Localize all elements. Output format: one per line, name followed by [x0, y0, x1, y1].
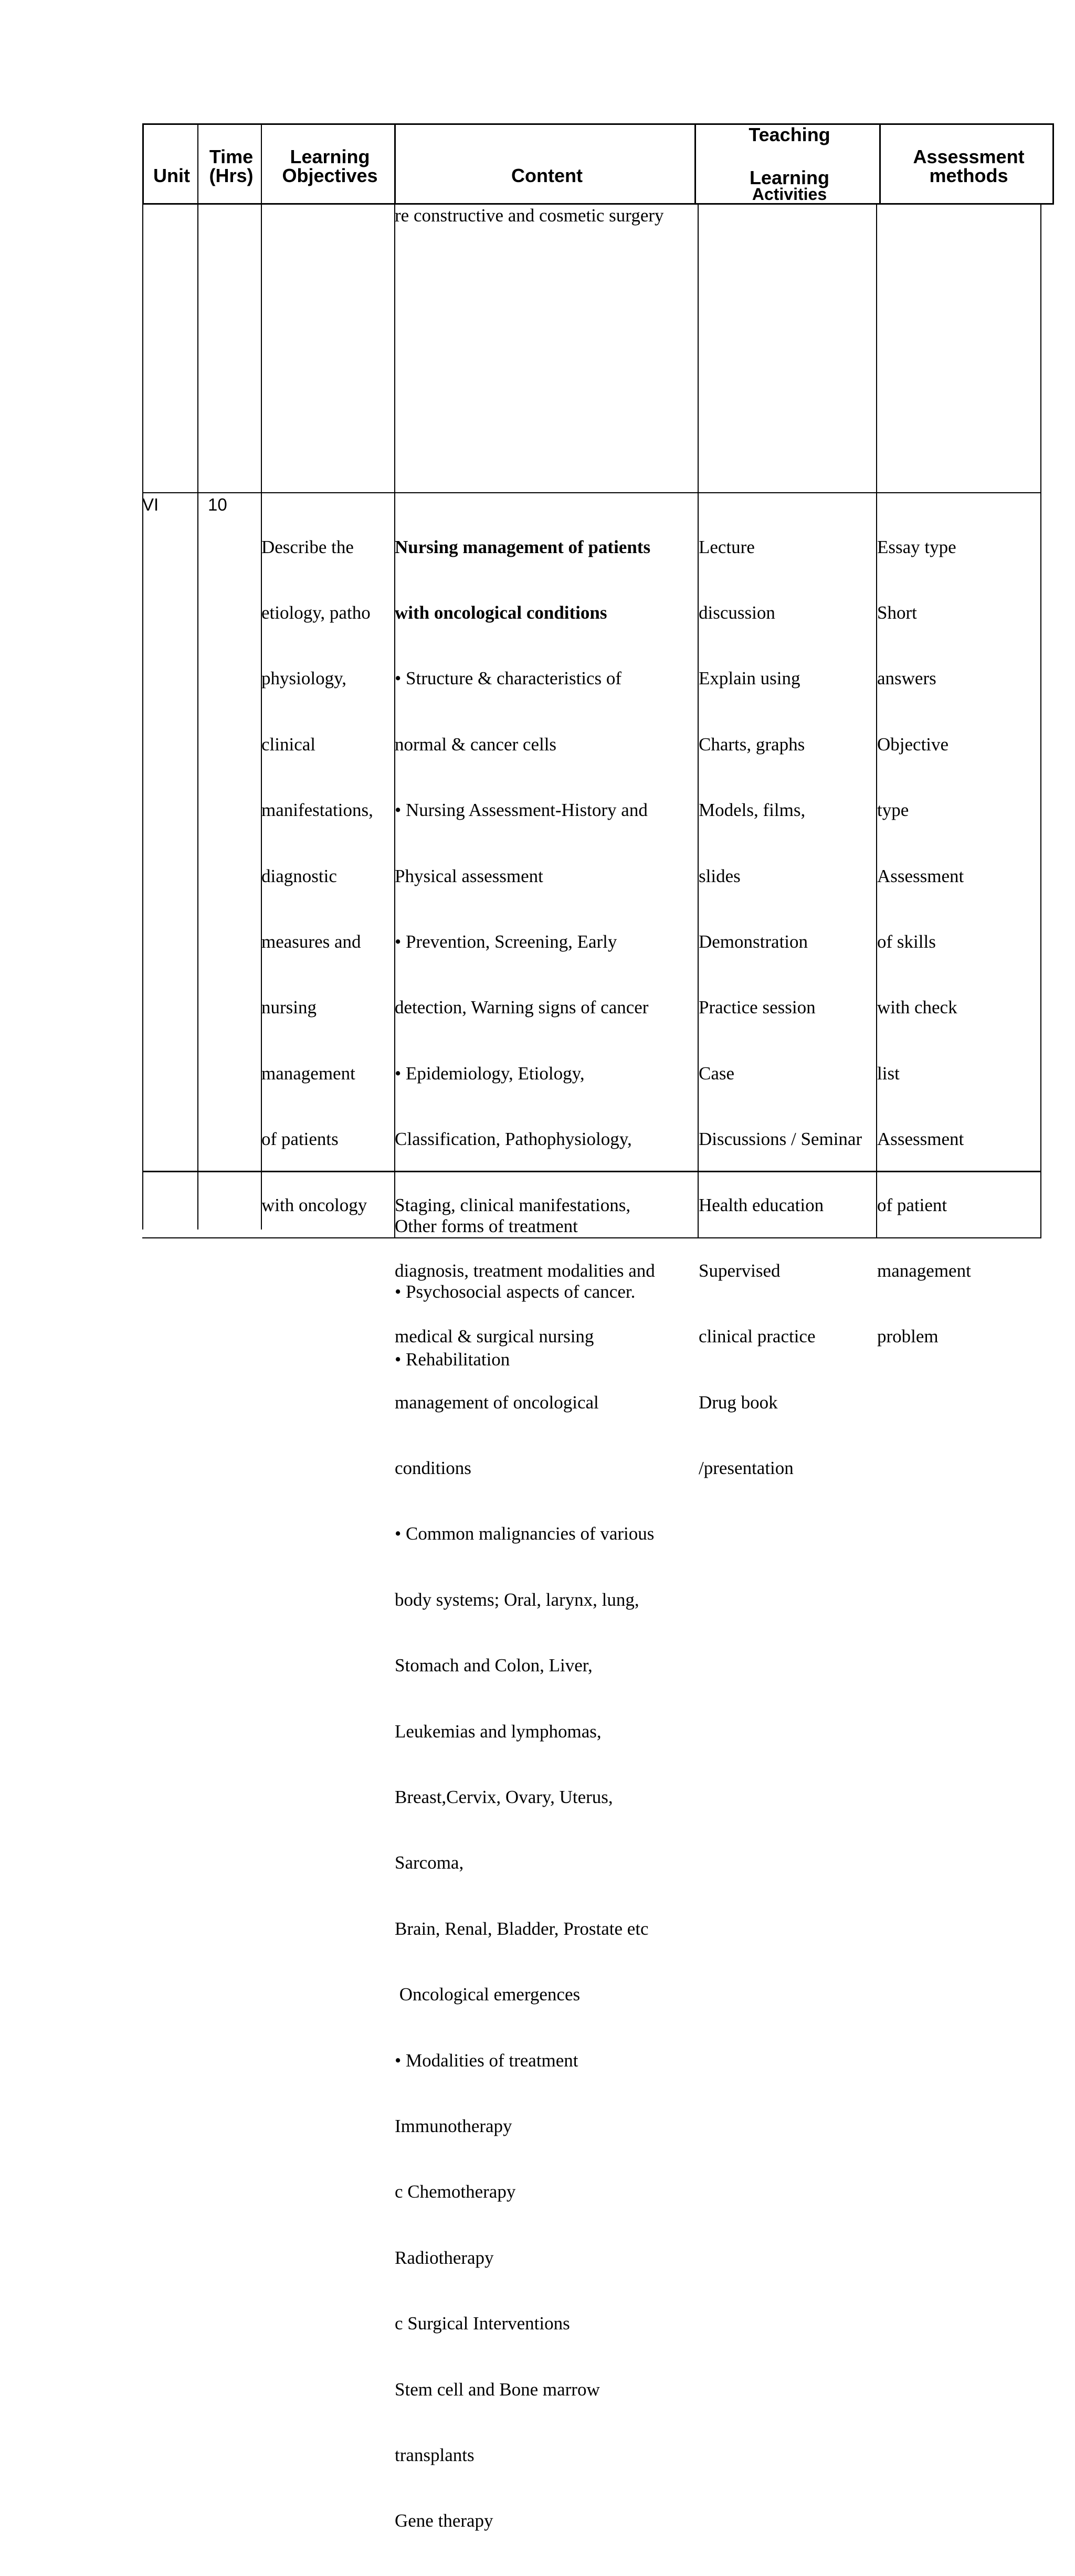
content-line: Immunotherapy	[395, 2115, 512, 2136]
header-teaching-label-3: Activities	[752, 185, 827, 204]
assessment-line: Short	[877, 602, 917, 623]
teaching-line: Discussions / Seminar	[699, 1129, 862, 1150]
assessment-line: Assessment	[877, 1129, 964, 1150]
content-line: Classification, Pathophysiology,	[395, 1129, 632, 1150]
unit-number: VI	[142, 495, 159, 514]
content-line: transplants	[395, 2444, 475, 2465]
content-line: • Epidemiology, Etiology,	[395, 1063, 585, 1084]
content-line: management of oncological	[395, 1392, 599, 1413]
content-line: conditions	[395, 1458, 471, 1479]
objective-line: manifestations,	[261, 800, 373, 821]
continued-content: re constructive and cosmetic surgery	[395, 205, 664, 226]
content-line: • Rehabilitation	[395, 1349, 510, 1370]
content-line: Breast,Cervix, Ovary, Uterus,	[395, 1787, 613, 1808]
content-line: normal & cancer cells	[395, 734, 557, 755]
content-column	[395, 492, 655, 2576]
header-teaching-label-1: Teaching	[749, 124, 830, 145]
objective-line: diagnostic	[261, 865, 337, 886]
content-line: Staging, clinical manifestations,	[395, 1194, 631, 1215]
content-line: body systems; Oral, larynx, lung,	[395, 1589, 639, 1610]
content-line: • Modalities of treatment	[395, 2050, 578, 2071]
header-unit	[144, 125, 199, 203]
content-line: Oncological emergences	[395, 1984, 581, 2005]
objective-line: management	[261, 1063, 355, 1084]
table-header	[142, 123, 1054, 205]
content-line: diagnosis, treatment modalities and	[395, 1260, 655, 1281]
assessment-line: Objective	[877, 734, 949, 755]
objective-line: with oncology	[261, 1194, 367, 1215]
teaching-line: Demonstration	[699, 931, 808, 952]
header-time-label-1: Time	[209, 146, 254, 167]
header-unit-label: Unit	[153, 165, 190, 186]
assessment-line: problem	[877, 1326, 939, 1347]
content-line: • Prevention, Screening, Early	[395, 931, 617, 952]
teaching-line: clinical practice	[699, 1326, 816, 1347]
assessment-line: list	[877, 1063, 900, 1084]
content-line: • Common malignancies of various	[395, 1523, 655, 1544]
content-line: medical & surgical nursing	[395, 1326, 594, 1347]
objective-line: nursing	[261, 997, 317, 1018]
content-line: Radiotherapy	[395, 2247, 494, 2268]
content-line: Gene therapy	[395, 2510, 493, 2531]
teaching-line: Case	[699, 1063, 735, 1084]
header-assessment-label-1: Assessment	[913, 146, 1025, 167]
header-objectives-label-2: Objectives	[282, 165, 378, 186]
teaching-activities	[699, 492, 862, 1523]
header-divider	[394, 124, 396, 204]
objective-line: etiology, patho	[261, 602, 371, 623]
content-line: c Chemotherapy	[395, 2181, 516, 2202]
content-line: c Surgical Interventions	[395, 2313, 570, 2334]
objective-line: clinical	[261, 734, 316, 755]
header-time-label-2: (Hrs)	[209, 165, 254, 186]
teaching-line: Drug book	[699, 1392, 778, 1413]
last-row-content	[395, 1171, 635, 1415]
teaching-line: Supervised	[699, 1260, 781, 1281]
grid-line	[197, 204, 198, 1229]
assessment-methods	[877, 492, 971, 1392]
content-title-line: with oncological conditions	[395, 602, 607, 623]
content-line: • Structure & characteristics of	[395, 668, 622, 689]
content-line: Physical assessment	[395, 865, 543, 886]
header-assessment	[882, 125, 1056, 203]
teaching-line: slides	[699, 865, 741, 886]
content-line: detection, Warning signs of cancer	[395, 997, 649, 1018]
content-line: Brain, Renal, Bladder, Prostate etc	[395, 1918, 649, 1939]
assessment-line: Essay type	[877, 536, 956, 557]
content-title-line: Nursing management of patients	[395, 536, 651, 557]
learning-objectives	[261, 492, 373, 1260]
teaching-line: Health education	[699, 1194, 824, 1215]
grid-line	[142, 204, 143, 1229]
header-objectives	[263, 125, 397, 203]
objective-line: Describe the	[261, 536, 354, 557]
content-line: Stomach and Colon, Liver,	[395, 1655, 593, 1676]
header-divider	[261, 124, 262, 204]
objective-line: physiology,	[261, 668, 347, 689]
content-line: • Nursing Assessment-History and	[395, 800, 648, 821]
assessment-line: with check	[877, 997, 957, 1018]
content-line: • Psychosocial aspects of cancer.	[395, 1281, 636, 1302]
assessment-line: type	[877, 800, 909, 821]
header-content-label: Content	[511, 165, 583, 186]
content-line: Leukemias and lymphomas,	[395, 1721, 602, 1742]
objective-line: measures and	[261, 931, 361, 952]
header-divider	[879, 124, 881, 204]
teaching-line: /presentation	[699, 1458, 794, 1479]
header-content	[397, 125, 697, 203]
header-divider	[694, 124, 696, 204]
teaching-line: Practice session	[699, 997, 816, 1018]
content-line: Stem cell and Bone marrow	[395, 2379, 600, 2400]
teaching-line: Models, films,	[699, 800, 806, 821]
assessment-line: Assessment	[877, 865, 964, 886]
header-assessment-label-2: methods	[929, 165, 1008, 186]
header-teaching	[697, 125, 882, 203]
teaching-line: Charts, graphs	[699, 734, 805, 755]
header-time	[199, 125, 263, 203]
header-divider	[197, 124, 198, 204]
teaching-line: Lecture	[699, 536, 755, 557]
assessment-line: answers	[877, 668, 936, 689]
objective-line: of patients	[261, 1129, 339, 1150]
content-line: Other forms of treatment	[395, 1215, 578, 1236]
grid-line	[1040, 204, 1041, 1238]
assessment-line: management	[877, 1260, 971, 1281]
assessment-line: of patient	[877, 1194, 947, 1215]
header-teaching-label-2: Learning	[749, 167, 829, 188]
content-line: Sarcoma,	[395, 1852, 464, 1873]
assessment-line: of skills	[877, 931, 936, 952]
teaching-line: Explain using	[699, 668, 800, 689]
header-objectives-label-1: Learning	[290, 146, 370, 167]
teaching-line: discussion	[699, 602, 775, 623]
unit-hours: 10	[208, 495, 227, 514]
